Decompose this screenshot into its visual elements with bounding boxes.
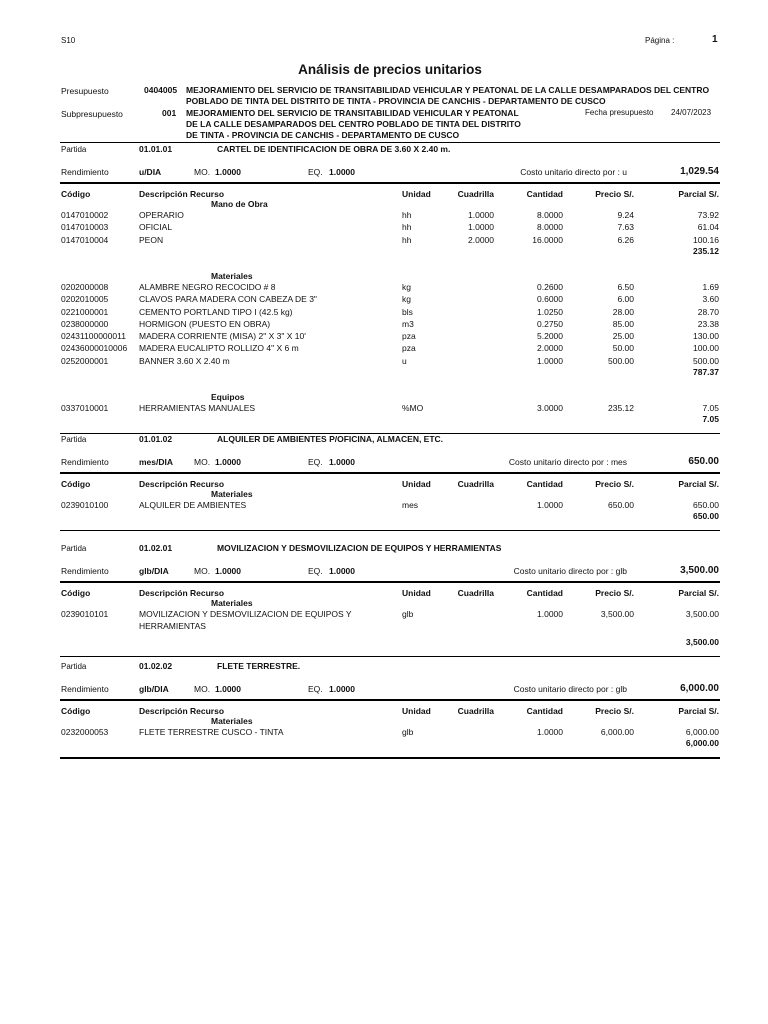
rendimiento-unit: glb/DIA [139, 566, 169, 576]
col-header-precio: Precio S/. [595, 189, 634, 199]
col-header-cuadrilla: Cuadrilla [457, 706, 494, 716]
col-header-descripcion: Descripción Recurso [139, 588, 225, 598]
row-unidad: hh [402, 210, 412, 220]
row-codigo: 02436000010006 [61, 343, 128, 354]
eq-label: EQ. [308, 167, 323, 177]
row-codigo: 02431100000011 [61, 331, 126, 342]
row-cantidad: 0.6000 [537, 294, 563, 305]
row-unidad: kg [402, 281, 411, 292]
partida-label: Partida [61, 662, 87, 671]
row-cantidad: 16.0000 [532, 234, 563, 245]
col-header-parcial: Parcial S/. [678, 588, 719, 598]
row-descripcion: CLAVOS PARA MADERA CON CABEZA DE 3" [139, 294, 317, 305]
resource-group-title: Equipos [211, 392, 245, 402]
group-subtotal: 787.37 [693, 367, 719, 377]
eq-value: 1.0000 [329, 457, 355, 467]
row-cantidad: 8.0000 [537, 210, 563, 220]
row-parcial: 28.70 [697, 306, 719, 317]
row-cantidad: 0.2600 [537, 281, 563, 292]
row-parcial: 3,500.00 [685, 609, 719, 619]
subpresupuesto-code: 001 [162, 108, 177, 118]
costo-unitario-label: Costo unitario directo por : glb [513, 684, 627, 694]
row-parcial: 73.92 [697, 210, 719, 220]
group-subtotal: 7.05 [702, 414, 719, 425]
presupuesto-desc-line2: POBLADO DE TINTA DEL DISTRITO DE TINTA - PROVINCIA DE CANCHIS - DEPARTAMENTO DE CUSCO [186, 96, 606, 106]
partida-code: 01.01.01 [139, 144, 173, 154]
group-subtotal: 650.00 [693, 511, 719, 522]
costo-unitario-label: Costo unitario directo por : glb [513, 566, 627, 576]
rendimiento-divider [60, 182, 720, 184]
partida-label: Partida [61, 544, 87, 553]
rendimiento-label: Rendimiento [61, 457, 109, 467]
row-precio: 6.26 [617, 234, 634, 245]
mo-label: MO. [194, 457, 211, 467]
row-codigo: 0221000001 [61, 306, 109, 317]
row-parcial: 1.69 [702, 281, 719, 292]
row-descripcion: MOVILIZACION Y DESMOVILIZACION DE EQUIPOS Y [139, 609, 352, 619]
costo-unitario-label: Costo unitario directo por : mes [508, 457, 627, 467]
row-descripcion: ALAMBRE NEGRO RECOCIDO # 8 [139, 281, 276, 292]
partida-code: 01.02.02 [139, 661, 173, 671]
row-parcial: 3.60 [702, 294, 719, 305]
eq-label: EQ. [308, 566, 323, 576]
resource-group-title: Materiales [211, 489, 253, 499]
col-header-cuadrilla: Cuadrilla [457, 189, 494, 199]
row-precio: 9.24 [617, 210, 634, 220]
partida-name: ALQUILER DE AMBIENTES P/OFICINA, ALMACEN, ETC. [217, 434, 444, 444]
col-header-cuadrilla: Cuadrilla [457, 479, 494, 489]
row-cantidad: 1.0000 [537, 500, 563, 510]
header-divider [60, 142, 720, 143]
rendimiento-unit: mes/DIA [139, 457, 174, 467]
row-parcial: 6,000.00 [685, 727, 719, 737]
row-cantidad: 1.0000 [537, 355, 563, 366]
col-header-cuadrilla: Cuadrilla [457, 588, 494, 598]
row-descripcion: HORMIGON (PUESTO EN OBRA) [139, 318, 271, 329]
mo-label: MO. [194, 684, 211, 694]
col-header-cantidad: Cantidad [526, 706, 563, 716]
mo-value: 1.0000 [215, 457, 241, 467]
row-codigo: 0239010100 [61, 500, 109, 510]
row-parcial: 100.16 [693, 234, 719, 245]
col-header-cantidad: Cantidad [526, 479, 563, 489]
partida-code: 01.01.02 [139, 434, 173, 444]
row-cantidad: 1.0250 [537, 306, 563, 317]
col-header-precio: Precio S/. [595, 479, 634, 489]
row-unidad: pza [402, 343, 416, 354]
row-precio: 3,500.00 [600, 609, 634, 619]
row-precio: 6,000.00 [600, 727, 634, 737]
costo-unitario-label: Costo unitario directo por : u [520, 167, 627, 177]
row-unidad: hh [402, 222, 412, 233]
col-header-codigo: Código [61, 588, 91, 598]
mo-value: 1.0000 [215, 566, 241, 576]
col-header-codigo: Código [61, 706, 91, 716]
rendimiento-divider [60, 581, 720, 583]
row-precio: 6.00 [617, 294, 634, 305]
mo-value: 1.0000 [215, 684, 241, 694]
row-descripcion: PEON [139, 234, 164, 245]
col-header-parcial: Parcial S/. [678, 189, 719, 199]
row-cantidad: 1.0000 [537, 609, 563, 619]
row-unidad: %MO [402, 403, 424, 413]
col-header-unidad: Unidad [402, 479, 431, 489]
row-cuadrilla: 2.0000 [468, 234, 494, 245]
col-header-precio: Precio S/. [595, 588, 634, 598]
row-codigo: 0252000001 [61, 355, 109, 366]
row-precio: 650.00 [608, 500, 634, 510]
col-header-codigo: Código [61, 479, 91, 489]
row-unidad: glb [402, 609, 414, 619]
row-precio: 25.00 [612, 331, 634, 342]
col-header-parcial: Parcial S/. [678, 479, 719, 489]
group-subtotal: 235.12 [693, 245, 719, 256]
col-header-cantidad: Cantidad [526, 588, 563, 598]
partida-divider [60, 656, 720, 657]
rendimiento-label: Rendimiento [61, 566, 109, 576]
row-cantidad: 0.2750 [537, 318, 563, 329]
row-precio: 50.00 [612, 343, 634, 354]
presupuesto-desc-line1: MEJORAMIENTO DEL SERVICIO DE TRANSITABILIDAD VEHICULAR Y PEATONAL DE LA CALLE DESAMPARADOS DEL CENTRO [186, 85, 710, 95]
row-descripcion: MADERA CORRIENTE (MISA) 2" X 3" X 10' [139, 331, 306, 342]
subpresupuesto-label: Subpresupuesto [61, 109, 123, 119]
col-header-unidad: Unidad [402, 706, 431, 716]
row-cuadrilla: 1.0000 [468, 210, 494, 220]
col-header-precio: Precio S/. [595, 706, 634, 716]
row-cantidad: 2.0000 [537, 343, 563, 354]
row-unidad: mes [402, 500, 419, 510]
row-cantidad: 3.0000 [537, 403, 563, 413]
report-code: S10 [61, 36, 76, 45]
row-descripcion: FLETE TERRESTRE CUSCO - TINTA [139, 727, 284, 737]
resource-group-title: Mano de Obra [211, 199, 268, 209]
row-precio: 235.12 [608, 403, 634, 413]
row-codigo: 0202000008 [61, 281, 109, 292]
col-header-descripcion: Descripción Recurso [139, 479, 225, 489]
row-unidad: u [402, 355, 407, 366]
row-unidad: m3 [402, 318, 414, 329]
rendimiento-divider [60, 699, 720, 701]
row-precio: 28.00 [612, 306, 634, 317]
group-subtotal: 6,000.00 [685, 738, 719, 749]
row-descripcion: CEMENTO PORTLAND TIPO I (42.5 kg) [139, 306, 293, 317]
eq-label: EQ. [308, 684, 323, 694]
row-descripcion: ALQUILER DE AMBIENTES [139, 500, 247, 510]
row-precio: 6.50 [617, 281, 634, 292]
row-descripcion: OPERARIO [139, 210, 184, 220]
rendimiento-divider [60, 472, 720, 474]
col-header-descripcion: Descripción Recurso [139, 706, 225, 716]
col-header-unidad: Unidad [402, 588, 431, 598]
row-codigo: 0147010003 [61, 222, 109, 233]
partida-name: CARTEL DE IDENTIFICACION DE OBRA DE 3.60 X 2.40 m. [217, 144, 451, 154]
costo-unitario-value: 3,500.00 [680, 565, 719, 576]
mo-label: MO. [194, 566, 211, 576]
row-descripcion: HERRAMIENTAS MANUALES [139, 403, 256, 413]
row-codigo: 0232000053 [61, 727, 109, 737]
eq-label: EQ. [308, 457, 323, 467]
col-header-descripcion: Descripción Recurso [139, 189, 225, 199]
partida-code: 01.02.01 [139, 543, 173, 553]
rendimiento-unit: glb/DIA [139, 684, 169, 694]
page-number: 1 [712, 34, 718, 45]
page-title: Análisis de precios unitarios [298, 62, 482, 77]
partida-label: Partida [61, 435, 87, 444]
row-parcial: 61.04 [697, 222, 719, 233]
col-header-unidad: Unidad [402, 189, 431, 199]
eq-value: 1.0000 [329, 167, 355, 177]
col-header-cantidad: Cantidad [526, 189, 563, 199]
row-cantidad: 8.0000 [537, 222, 563, 233]
row-precio: 500.00 [608, 355, 634, 366]
col-header-parcial: Parcial S/. [678, 706, 719, 716]
row-descripcion: MADERA EUCALIPTO ROLLIZO 4" X 6 m [139, 343, 299, 354]
row-parcial: 7.05 [702, 403, 719, 413]
row-cantidad: 5.2000 [537, 331, 563, 342]
row-parcial: 500.00 [693, 355, 719, 366]
rendimiento-label: Rendimiento [61, 167, 109, 177]
row-parcial: 100.00 [693, 343, 719, 354]
costo-unitario-value: 6,000.00 [680, 683, 719, 694]
row-unidad: bls [402, 306, 413, 317]
row-codigo: 0147010002 [61, 210, 109, 220]
row-unidad: kg [402, 294, 411, 305]
row-unidad: pza [402, 331, 416, 342]
row-unidad: glb [402, 727, 414, 737]
row-codigo: 0337010001 [61, 403, 109, 413]
partida-divider [60, 530, 720, 531]
row-cantidad: 1.0000 [537, 727, 563, 737]
row-descripcion: OFICIAL [139, 222, 173, 233]
page-label: Página : [645, 36, 675, 45]
group-subtotal: 3,500.00 [685, 636, 719, 647]
row-codigo: 0238000000 [61, 318, 109, 329]
col-header-codigo: Código [61, 189, 91, 199]
presupuesto-code: 0404005 [144, 85, 178, 95]
resource-group-title: Materiales [211, 270, 253, 281]
subpresupuesto-desc-line2: DE LA CALLE DESAMPARADOS DEL CENTRO POBLADO DE TINTA DEL DISTRITO [186, 119, 521, 129]
eq-value: 1.0000 [329, 566, 355, 576]
row-descripcion-cont: HERRAMIENTAS [139, 621, 206, 632]
mo-value: 1.0000 [215, 167, 241, 177]
partida-label: Partida [61, 145, 87, 154]
row-precio: 7.63 [617, 222, 634, 233]
row-parcial: 23.38 [697, 318, 719, 329]
row-codigo: 0202010005 [61, 294, 109, 305]
rendimiento-unit: u/DIA [139, 167, 162, 177]
row-cuadrilla: 1.0000 [468, 222, 494, 233]
resource-group-title: Materiales [211, 598, 253, 608]
partida-divider [60, 757, 720, 759]
partida-name: FLETE TERRESTRE. [217, 661, 301, 671]
fecha-presupuesto-label: Fecha presupuesto [585, 108, 654, 117]
resource-group-title: Materiales [211, 716, 253, 726]
subpresupuesto-desc-line1: MEJORAMIENTO DEL SERVICIO DE TRANSITABILIDAD VEHICULAR Y PEATONAL [186, 108, 519, 118]
row-parcial: 130.00 [693, 331, 719, 342]
row-codigo: 0147010004 [61, 234, 109, 245]
row-descripcion: BANNER 3.60 X 2.40 m [139, 355, 230, 366]
rendimiento-label: Rendimiento [61, 684, 109, 694]
row-unidad: hh [402, 234, 412, 245]
subpresupuesto-desc-line3: DE TINTA - PROVINCIA DE CANCHIS - DEPARTAMENTO DE CUSCO [186, 130, 460, 140]
row-codigo: 0239010101 [61, 609, 109, 619]
row-parcial: 650.00 [693, 500, 719, 510]
fecha-presupuesto-value: 24/07/2023 [671, 108, 712, 117]
partida-name: MOVILIZACION Y DESMOVILIZACION DE EQUIPOS Y HERRAMIENTAS [217, 543, 502, 553]
costo-unitario-value: 650.00 [688, 456, 719, 467]
row-precio: 85.00 [612, 318, 634, 329]
eq-value: 1.0000 [329, 684, 355, 694]
mo-label: MO. [194, 167, 211, 177]
costo-unitario-value: 1,029.54 [680, 166, 719, 177]
presupuesto-label: Presupuesto [61, 86, 109, 96]
